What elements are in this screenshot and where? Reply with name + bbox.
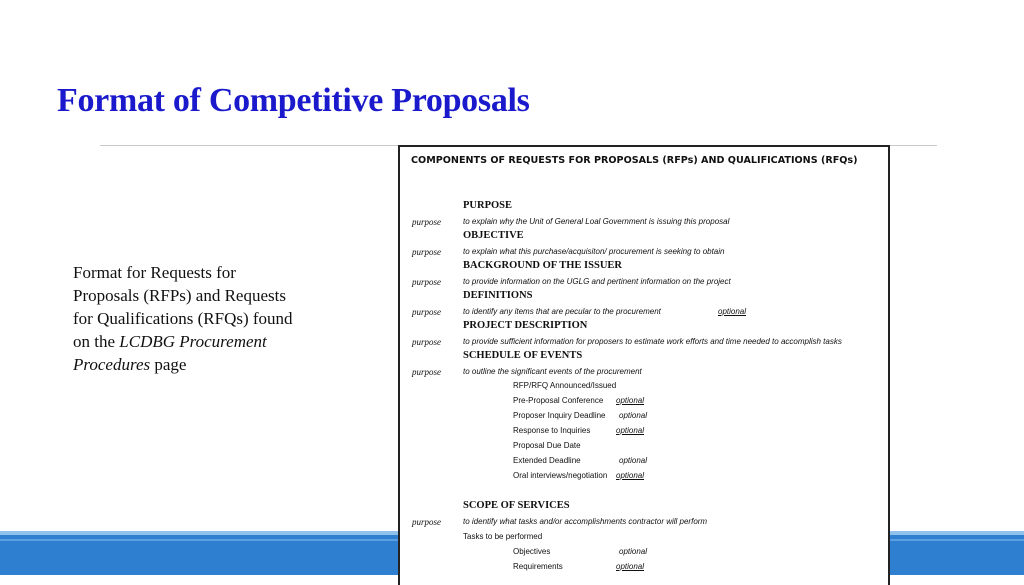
- section-heading: SCOPE OF SERVICES: [463, 500, 570, 511]
- optional-marker: optional: [619, 411, 648, 420]
- optional-marker: optional: [616, 562, 645, 571]
- optional-marker: optional: [616, 426, 645, 435]
- section-purpose: to outline the significant events of the procurement: [463, 367, 642, 376]
- event-item: Extended Deadline: [513, 456, 581, 465]
- event-item: Proposal Due Date: [513, 441, 581, 450]
- document-excerpt: [398, 145, 890, 585]
- event-item: RFP/RFQ Announced/Issued: [513, 381, 617, 390]
- event-item: Proposer Inquiry Deadline: [513, 411, 606, 420]
- section-purpose: to explain why the Unit of General Loal Government is issuing this proposal: [463, 217, 730, 226]
- purpose-label: purpose: [412, 247, 441, 257]
- event-item: Oral interviews/negotiation: [513, 471, 608, 480]
- optional-marker: optional: [619, 547, 648, 556]
- event-item: Pre-Proposal Conference: [513, 396, 604, 405]
- section-purpose: to explain what this purchase/acquisiton/ procurement is seeking to obtain: [463, 247, 725, 256]
- optional-marker: optional: [616, 396, 645, 405]
- section-heading: DEFINITIONS: [463, 290, 533, 301]
- description-text: on the: [73, 332, 120, 351]
- description-line: Format for Requests for: [73, 263, 236, 282]
- description-emphasis: LCDBG Procurement: [119, 332, 267, 351]
- purpose-label: purpose: [412, 337, 441, 347]
- optional-marker: optional: [616, 471, 645, 480]
- purpose-label: purpose: [412, 217, 441, 227]
- section-heading: PURPOSE: [463, 200, 513, 211]
- slide-title: Format of Competitive Proposals: [57, 82, 530, 119]
- purpose-label: purpose: [412, 367, 441, 377]
- description-line: [73, 330, 343, 353]
- document-title: COMPONENTS OF REQUESTS FOR PROPOSALS (RFPs) AND QUALIFICATIONS (RFQs): [411, 155, 858, 166]
- description-emphasis: Procedures: [73, 355, 151, 374]
- section-heading: SCHEDULE OF EVENTS: [463, 350, 583, 361]
- purpose-label: purpose: [412, 517, 441, 527]
- description-line: Proposals (RFPs) and Requests: [73, 286, 286, 305]
- event-item: Response to Inquiries: [513, 426, 591, 435]
- description-text: page: [150, 355, 187, 374]
- description-line: for Qualifications (RFQs) found: [73, 309, 293, 328]
- optional-marker: optional: [718, 307, 747, 316]
- purpose-label: purpose: [412, 277, 441, 287]
- scope-item: Objectives: [513, 547, 551, 556]
- scope-item: Requirements: [513, 562, 563, 571]
- purpose-label: purpose: [412, 307, 441, 317]
- section-purpose: to provide information on the UGLG and pertinent information on the project: [463, 277, 731, 286]
- section-heading: OBJECTIVE: [463, 230, 524, 241]
- slide-description: [73, 261, 343, 376]
- description-line: [73, 353, 343, 376]
- tasks-label: Tasks to be performed: [463, 532, 543, 541]
- optional-marker: optional: [619, 456, 648, 465]
- section-heading: BACKGROUND OF THE ISSUER: [463, 260, 622, 271]
- section-heading: PROJECT DESCRIPTION: [463, 320, 588, 331]
- section-purpose: to provide sufficient information for proposers to estimate work efforts and time needed to accomplish tasks: [463, 337, 842, 346]
- section-purpose: to identify any items that are pecular to the procurement: [463, 307, 661, 316]
- section-purpose: to identify what tasks and/or accomplishments contractor will perform: [463, 517, 708, 526]
